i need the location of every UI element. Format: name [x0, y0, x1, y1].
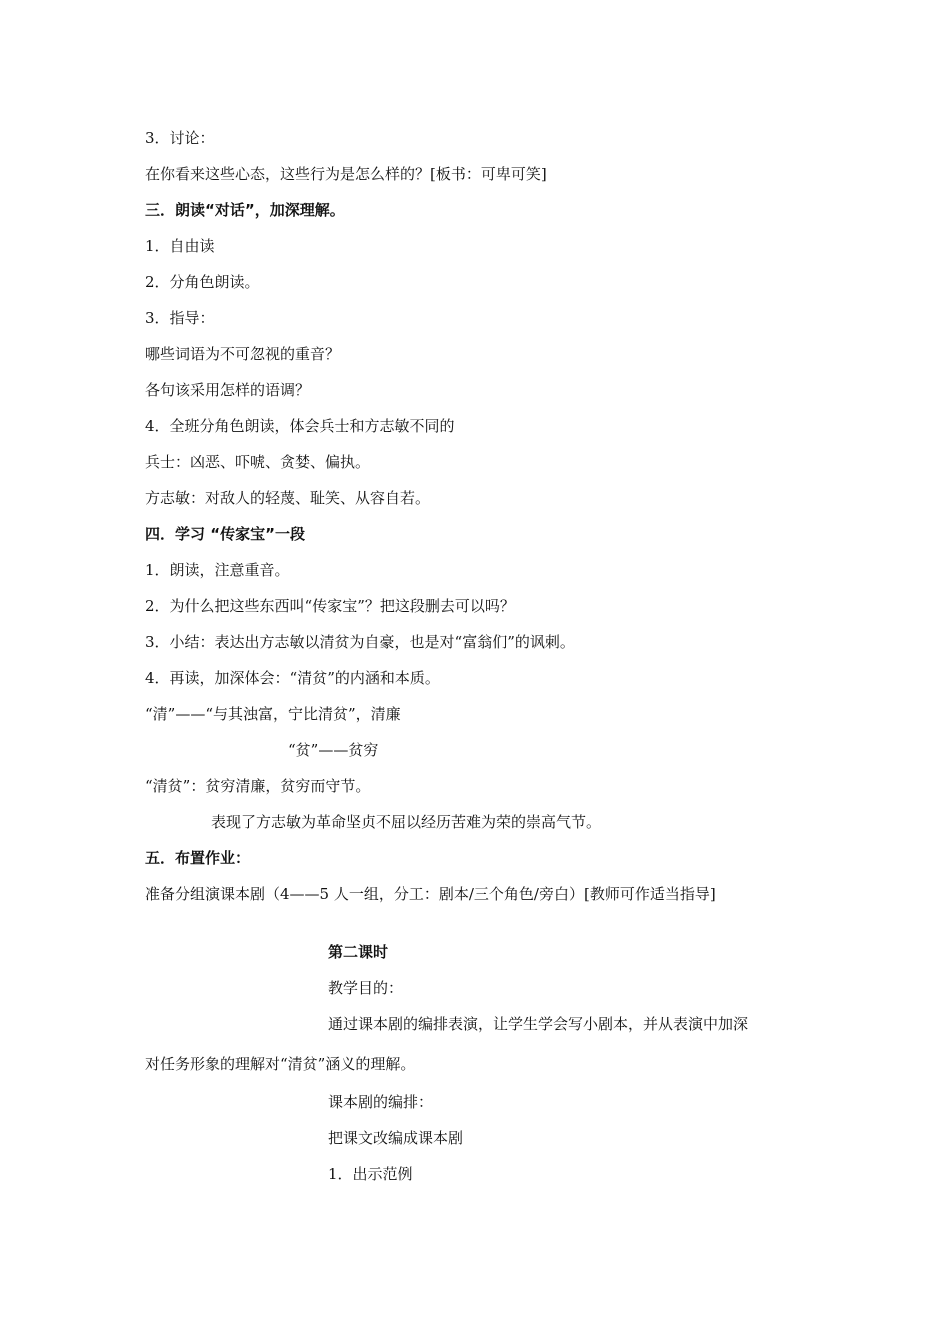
section3-item1: 1．自由读 — [145, 237, 215, 255]
section3-item2: 2．分角色朗读。 — [145, 273, 260, 291]
goal-line1: 通过课本剧的编排表演，让学生学会写小剧本，并从表演中加深 — [328, 1015, 749, 1033]
adapt-text: 把课文改编成课本剧 — [328, 1129, 464, 1147]
pin-explanation: “贫”——贫穷 — [288, 741, 379, 759]
section3-question2: 各句该采用怎样的语调？ — [145, 381, 311, 399]
section5-heading: 五．布置作业： — [145, 849, 251, 867]
lesson2-title: 第二课时 — [328, 943, 389, 961]
step1-text: 1．出示范例 — [328, 1165, 413, 1183]
fang-description: 方志敏：对敌人的轻蔑、耻笑、从容自若。 — [145, 489, 431, 507]
section3-question1: 哪些词语为不可忽视的重音？ — [145, 345, 341, 363]
section3-item3: 3．指导： — [145, 309, 215, 327]
item3-text: 在你看来这些心态，这些行为是怎么样的？[板书：可卑可笑] — [145, 165, 547, 183]
soldiers-description: 兵士：凶恶、吓唬、贪婪、偏执。 — [145, 453, 371, 471]
qing-explanation: “清”——“与其浊富，宁比清贫”，清廉 — [145, 705, 401, 723]
qingpin-explanation: “清贫”：贫穷清廉，贫穷而守节。 — [145, 777, 371, 795]
section5-text: 准备分组演课本剧（4——5 人一组，分工：剧本/三个角色/旁白）[教师可作适当指导] — [145, 885, 716, 903]
goal-line2: 对任务形象的理解对“清贫”涵义的理解。 — [145, 1055, 416, 1073]
section4-item1: 1．朗读，注意重音。 — [145, 561, 290, 579]
section4-item3: 3．小结：表达出方志敏以清贫为自豪，也是对“富翁们”的讽刺。 — [145, 633, 575, 651]
section4-item2: 2．为什么把这些东西叫“传家宝”？把这段删去可以吗？ — [145, 597, 515, 615]
section4-summary: 表现了方志敏为革命坚贞不屈以经历苦难为荣的崇高气节。 — [211, 813, 602, 831]
section3-item4: 4．全班分角色朗读，体会兵士和方志敏不同的 — [145, 417, 455, 435]
arrange-label: 课本剧的编排： — [328, 1093, 434, 1111]
section3-heading: 三．朗读“对话”，加深理解。 — [145, 201, 345, 219]
section4-item4: 4．再读，加深体会：“清贫”的内涵和本质。 — [145, 669, 440, 687]
section4-heading: 四．学习 “传家宝”一段 — [145, 525, 305, 543]
item3-heading: 3．讨论： — [145, 129, 215, 147]
goal-label: 教学目的： — [328, 979, 404, 997]
